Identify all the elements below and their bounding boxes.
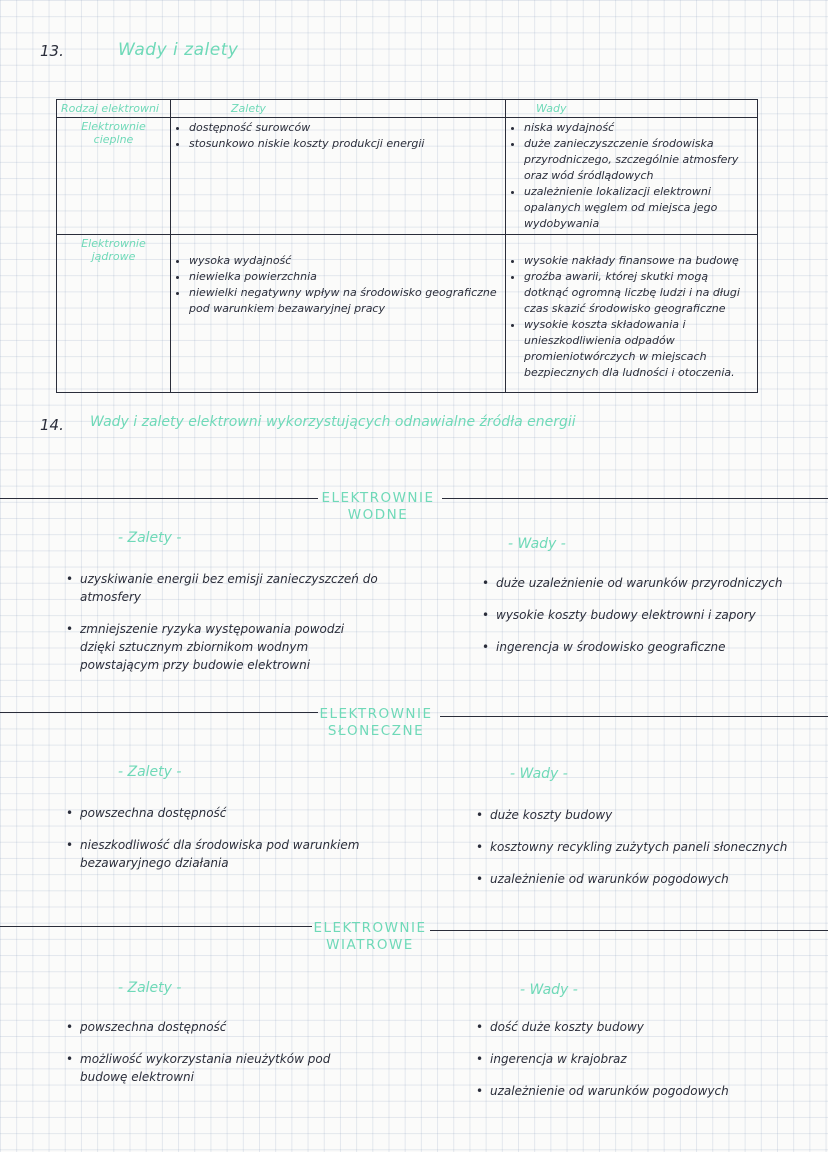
cons-list-wind [472,1018,820,1114]
list-item: • uzależnienie od warunków pogodowych [490,1082,820,1100]
cons-list-solar [472,806,828,902]
cons-list-hydro [478,574,826,670]
header-pros: Zalety [171,100,506,118]
pros-label: - Zalety - [118,764,182,780]
section-14-title: Wady i zalety elektrowni wykorzystujących odnawialne źródła energii [90,414,576,430]
cons-label: - Wady - [510,766,568,782]
cons-label: - Wady - [520,982,578,998]
divider-left [0,926,312,927]
row-pros-thermal [171,118,506,235]
row-cons-thermal [506,118,758,235]
block-title-solar [296,706,456,740]
block-title-line1: ELEKTROWNIE [319,706,433,722]
section-13-number: 13. [40,42,64,60]
pros-cons-table [56,99,758,393]
divider-right [430,930,828,931]
list-item: • uzależnienie od warunków pogodowych [490,870,828,888]
list-item: • uzyskiwanie energii bez emisji zanieczyszczeń do atmosfery [80,570,380,606]
list-item: • niska wydajność [524,120,753,136]
header-cons: Wady [506,100,758,118]
section-14-number: 14. [40,416,64,434]
list-item: • niewielki negatywny wpływ na środowisko geograficzne pod warunkiem bezawaryjnej pracy [189,285,501,317]
header-type: Rodzaj elektrowni [57,100,171,118]
section-13-title: Wady i zalety [118,40,239,60]
divider-right [442,498,828,499]
list-item: • groźba awarii, której skutki mogą dotknąć ogromną liczbę ludzi i na długi czas skazić środowisko geograficzne [524,269,753,317]
divider-left [0,712,318,713]
table-row [57,118,758,235]
divider-left [0,498,318,499]
list-item: • kosztowny recykling zużytych paneli słonecznych [490,838,828,856]
list-item: • dostępność surowców [189,120,501,136]
block-title-line2: SŁONECZNE [327,723,425,739]
block-title-line1: ELEKTROWNIE [321,490,435,506]
list-item: • wysoka wydajność [189,253,501,269]
list-item: • uzależnienie lokalizacji elektrowni opalanych węglem od miejsca jego wydobywania [524,184,753,232]
list-item: • wysokie koszta składowania i unieszkodliwienia odpadów promieniotwórczych w miejscach bezpiecznych dla ludności i otoczenia. [524,317,753,381]
list-item: • możliwość wykorzystania nieużytków pod budowę elektrowni [80,1050,360,1086]
block-title-line2: WIATROWE [326,937,414,953]
list-item: • duże zanieczyszczenie środowiska przyrodniczego, szczególnie atmosfery oraz wód śródlądowych [524,136,753,184]
block-title-hydro [298,490,458,524]
block-title-line2: WODNE [347,507,409,523]
list-item: • dość duże koszty budowy [490,1018,820,1036]
row-type-nuclear: Elektrownie jądrowe [57,235,171,393]
list-item: • ingerencja w krajobraz [490,1050,820,1068]
pros-list-hydro [62,570,380,688]
list-item: • duże uzależnienie od warunków przyrodniczych [496,574,826,592]
row-type-thermal: Elektrownie cieplne [57,118,171,235]
table-header-row [57,100,758,118]
block-title-wind [290,920,450,954]
list-item: • ingerencja w środowisko geograficzne [496,638,826,656]
list-item: • wysokie nakłady finansowe na budowę [524,253,753,269]
row-pros-nuclear [171,235,506,393]
pros-label: - Zalety - [118,980,182,996]
pros-list-wind [62,1018,360,1100]
block-title-line1: ELEKTROWNIE [313,920,427,936]
divider-right [440,716,828,717]
list-item: • stosunkowo niskie koszty produkcji energii [189,136,501,152]
list-item: • powszechna dostępność [80,1018,360,1036]
row-cons-nuclear [506,235,758,393]
table-row [57,235,758,393]
list-item: • duże koszty budowy [490,806,828,824]
cons-label: - Wady - [508,536,566,552]
list-item: • zmniejszenie ryzyka występowania powodzi dzięki sztucznym zbiornikom wodnym powstającym przy budowie elektrowni [80,620,380,674]
list-item: • wysokie koszty budowy elektrowni i zapory [496,606,826,624]
pros-list-solar [62,804,360,886]
list-item: • nieszkodliwość dla środowiska pod warunkiem bezawaryjnego działania [80,836,360,872]
pros-label: - Zalety - [118,530,182,546]
list-item: • niewielka powierzchnia [189,269,501,285]
list-item: • powszechna dostępność [80,804,360,822]
